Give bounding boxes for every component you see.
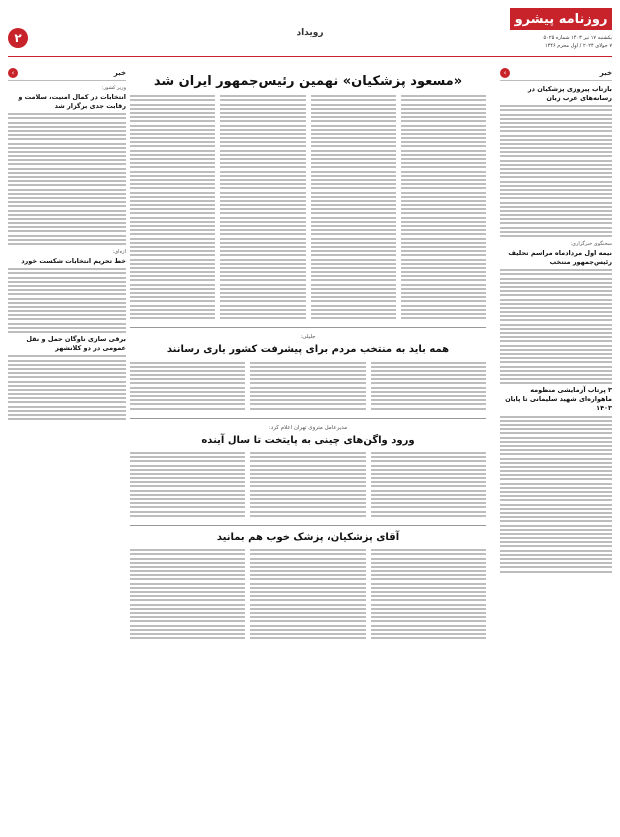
arrow-icon: › [8, 68, 18, 78]
header-rule [8, 56, 612, 57]
left-item2-body [8, 268, 126, 333]
date-line-1: یکشنبه ۱۷ تیر ۱۴۰۳ شماره ۵۰۲۵ [543, 35, 612, 41]
main-news-area [130, 66, 486, 826]
story3-headline: ورود واگن‌های چینی به پایتخت تا سال آینده [201, 434, 415, 446]
story3-kicker: مدیرعامل متروی تهران اعلام کرد: [268, 424, 348, 431]
left-item3-title: برقی سازی ناوگان حمل و نقل عمومی در دو کلانشهر [26, 335, 126, 353]
arrow-icon: › [500, 68, 510, 78]
divider [130, 327, 486, 328]
left-item3-body [8, 355, 126, 420]
right-item1-title: بازتاب پیروزی پزشکیان در رسانه‌های عرب زبان [527, 85, 612, 102]
right-column-label: خبر [599, 69, 612, 77]
story2-body [130, 359, 486, 411]
left-item1-kicker: وزیر کشور: [101, 85, 126, 91]
masthead [0, 0, 620, 70]
story2-headline: همه باید به منتخب مردم برای پیشرفت کشور یاری رسانند [166, 344, 450, 356]
divider [130, 418, 486, 419]
right-item1-body [500, 105, 612, 237]
left-item2-kicker: اژه‌ای: [112, 249, 126, 255]
story3-body [130, 450, 486, 519]
left-item2-title: خط تحریم انتخابات شکست خورد [21, 257, 126, 265]
story2-kicker: جلیلی: [300, 334, 316, 341]
newspaper-logo: روزنامه پیشرو [510, 8, 612, 30]
story4-headline: آقای پزشکیان، پزشک خوب هم بمانید [216, 531, 400, 543]
main-story-body [130, 93, 486, 321]
left-item1-body [8, 113, 126, 245]
story4-body [130, 547, 486, 641]
right-item3-title: ۳ پرتاب آزمایشی منظومه ماهواره‌ای شهید سلیمانی تا پایان ۱۴۰۳ [505, 386, 612, 413]
right-item2-title: نیمه اول مردادماه مراسم تحلیف رئیس‌جمهور منتخب [508, 249, 612, 266]
right-item2-kicker: سخنگوی خبرگزاری: [570, 241, 612, 247]
page-number: ۲ [8, 28, 28, 48]
left-item1-title: انتخابات در کمال امنیت، سلامت و رقابت جدی برگزار شد [18, 93, 126, 110]
right-item2-body [500, 269, 612, 384]
right-column-header [500, 66, 612, 81]
divider [130, 525, 486, 526]
left-column-label: خبر [113, 69, 126, 77]
right-news-column [500, 66, 612, 826]
date-line-2: ۷ جولای ۲۰۲۴ / اول محرم ۱۴۴۶ [544, 43, 612, 49]
main-headline: «مسعود پزشکیان» نهمین رئیس‌جمهور ایران شد [153, 74, 463, 89]
section-title: رویداد [296, 28, 324, 38]
left-column-header [8, 66, 126, 81]
left-news-column [8, 66, 126, 506]
right-item3-body [500, 416, 612, 573]
